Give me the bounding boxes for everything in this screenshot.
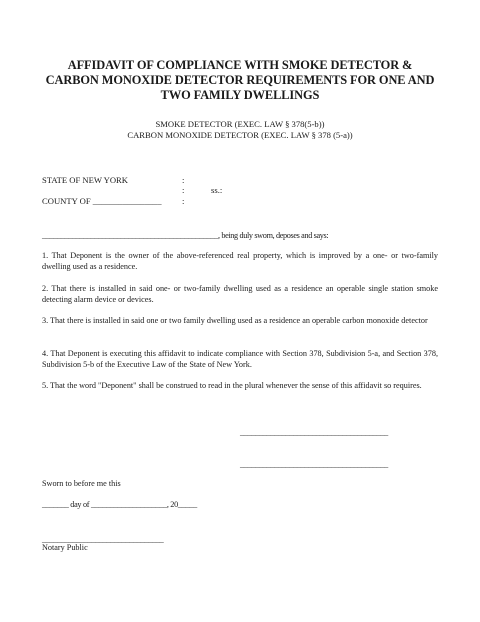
document-title: AFFIDAVIT OF COMPLIANCE WITH SMOKE DETECTOR & CARBON MONOXIDE DETECTOR REQUIREMENTS FOR ONE AND TWO FAMILY DWELLINGS — [45, 58, 435, 102]
statute-references — [40, 119, 440, 141]
venue-colon-3: : — [182, 196, 185, 206]
ss-label: ss.: — [211, 185, 223, 195]
county-label: COUNTY OF ________________ — [42, 196, 162, 206]
paragraph-4: 4. That Deponent is executing this affidavit to indicate compliance with Section 378, Subdivision 5-a, and Section 378, Subdivision 5-b of the Executive Law of the State of New York. — [42, 349, 438, 369]
paragraph-2: 2. That there is installed in said one- or two-family dwelling used as a residence an operable single station smoke detecting alarm device or devices. — [42, 284, 438, 304]
notary-signature-line[interactable]: ________________________________ — [42, 535, 164, 544]
deponent-signature-line-1[interactable]: _______________________________________ — [240, 428, 388, 437]
venue-colon-2: : — [182, 185, 185, 195]
deponent-name-line[interactable]: _______________________________________________, being duly sworn, deposes and says: — [42, 231, 329, 240]
state-label: STATE OF NEW YORK — [42, 175, 128, 185]
paragraph-1: 1. That Deponent is the owner of the above-referenced real property, which is improved by a one- or two-family dwelling used as a residence. — [42, 251, 438, 271]
paragraph-3: 3. That there is installed in said one or two family dwelling used as a residence an operable carbon monoxide detector — [42, 316, 428, 325]
co-detector-reference: CARBON MONOXIDE DETECTOR (EXEC. LAW § 378 (5-a)) — [127, 130, 353, 140]
sworn-label: Sworn to before me this — [42, 479, 121, 488]
smoke-detector-reference: SMOKE DETECTOR (EXEC. LAW § 378(5-b)) — [155, 119, 325, 129]
deponent-signature-line-2[interactable]: _______________________________________ — [240, 460, 388, 469]
paragraph-5: 5. That the word "Deponent" shall be construed to read in the plural whenever the sense of this affidavit so requires. — [42, 381, 422, 390]
notary-label: Notary Public — [42, 543, 88, 552]
venue-colon-1: : — [182, 175, 185, 185]
sworn-date-line[interactable]: _______ day of ____________________, 20_____ — [42, 500, 197, 509]
